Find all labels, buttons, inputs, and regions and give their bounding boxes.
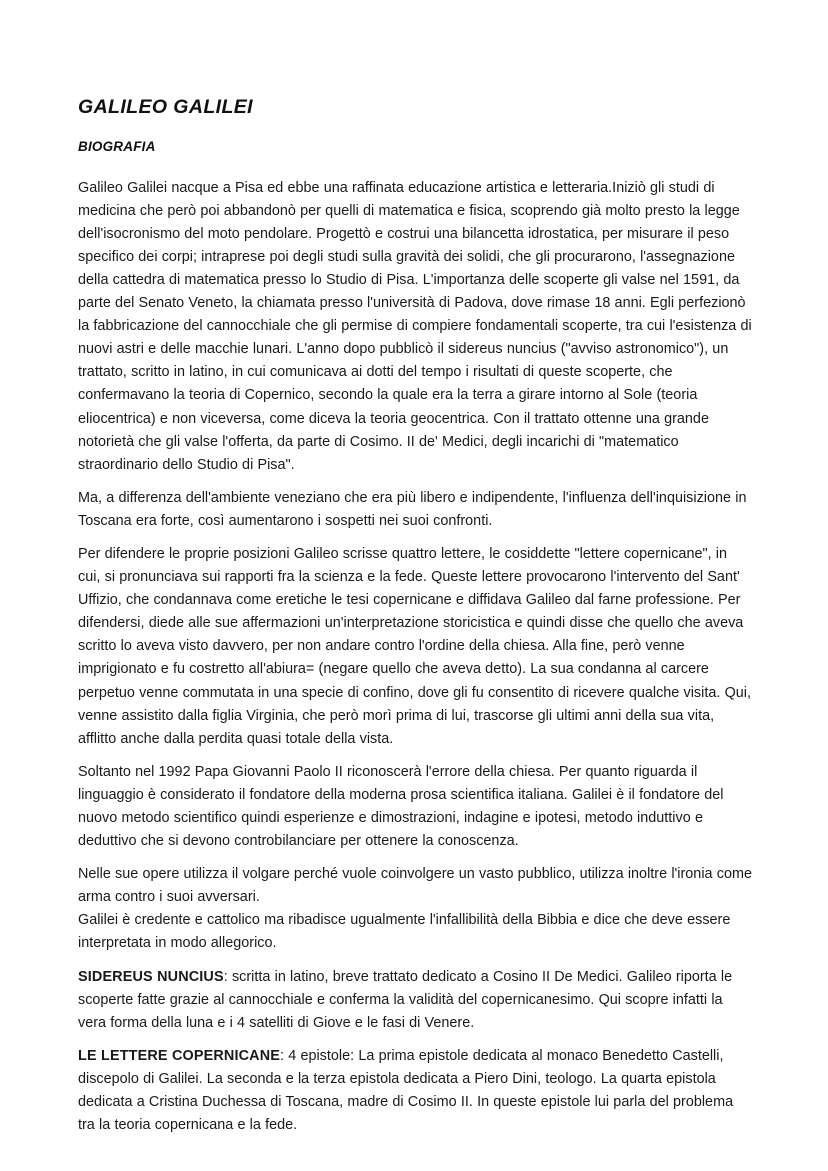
paragraph-text: Soltanto nel 1992 Papa Giovanni Paolo II riconoscerà l'errore della chiesa. Per quanto riguarda il linguaggio è considerato il fondatore della moderna prosa scientifica italiana. Galilei è il fondatore del nuovo metodo scientifico quindi esperienze e dimostrazioni, indagine e ipotesi, metodo induttivo e deduttivo che si devono controbilanciare per ottenere la conoscenza. [78, 763, 724, 850]
paragraph-text: : 4 epistole: La prima epistole dedicata al monaco Benedetto Castelli, discepolo di Galilei. La seconda e la terza epistola dedicata a Piero Dini, teologo. La quarta epistola dedicata a Cristina Duchessa di Toscana, madre di Cosimo II. In queste epistole lui parla del problema tra la teoria copernicana e la fede. [78, 1047, 734, 1134]
paragraph-bio-1 [78, 177, 752, 477]
work-title-lettere-copernicane: LE LETTERE COPERNICANE [78, 1047, 280, 1064]
document-content [78, 96, 752, 1147]
paragraph-opera-sidereus [78, 966, 752, 1035]
paragraph-text: Per difendere le proprie posizioni Galileo scrisse quattro lettere, le cosiddette "lettere copernicane", in cui, si pronunciava sui rapporti fra la scienza e la fede. Queste lettere provocarono l'intervento del Sant' Uffizio, che condannava come eretiche le tesi copernicane e diffidava Galileo dal farne professione. Per difendersi, diede alle sue affermazioni un'interpretazione storicistica e quindi disse che quello che aveva scritto lo aveva visto davvero, per non andare contro l'ordine della chiesa. Alla fine, però venne imprigionato e fu costretto all'abiura= (negare quello che aveva detto). La sua condanna al carcere perpetuo venne commutata in una specie di confino, dove gli fu consentito di ricevere qualche visita. Qui, venne assistito dalla figlia Virginia, che però morì prima di lui, trascorse gli ultimi anni della sua vita, afflitto anche dalla perdita quasi totale della vista. [78, 545, 752, 747]
paragraph-text: Ma, a differenza dell'ambiente veneziano che era più libero e indipendente, l'influenza dell'inquisizione in Toscana era forte, così aumentarono i sospetti nei suoi confronti. [78, 489, 747, 529]
paragraph-text: Galilei è credente e cattolico ma ribadisce ugualmente l'infallibilità della Bibbia e dice che deve essere interpretata in modo allegorico. [78, 912, 731, 952]
paragraph-bio-2 [78, 487, 752, 533]
work-title-sidereus-nuncius: SIDEREUS NUNCIUS [78, 968, 224, 985]
paragraph-bio-4 [78, 761, 752, 853]
paragraph-text: : scritta in latino, breve trattato dedicato a Cosino II De Medici. Galileo riporta le scoperte fatte grazie al cannocchiale e conferma la validità del copernicanesimo. Qui scopre infatti la vera forma della luna e i 4 satelliti di Giove e le fasi di Venere. [78, 968, 733, 1031]
paragraph-bio-6 [78, 909, 752, 955]
section-heading-biografia: BIOGRAFIA [78, 139, 156, 155]
paragraph-opera-lettere [78, 1045, 752, 1137]
paragraph-text: Nelle sue opere utilizza il volgare perché vuole coinvolgere un vasto pubblico, utilizza inoltre l'ironia come arma contro i suoi avversari. [78, 866, 752, 906]
document-body [78, 177, 752, 1138]
paragraph-text: Galileo Galilei nacque a Pisa ed ebbe una raffinata educazione artistica e letteraria.Iniziò gli studi di medicina che però poi abbandonò per quelli di matematica e fisica, scoprendo già molto presto la legge dell'isocronismo del moto pendolare. Progettò e costrui una bilancetta idrostatica, per misurare il peso specifico dei corpi; intraprese poi degli studi sulla gravità dei solidi, che gli procurarono, l'assegnazione della cattedra di matematica presso lo Studio di Pisa. L'importanza delle scoperte gli valse nel 1591, da parte del Senato Veneto, la chiamata presso l'università di Padova, dove rimase 18 anni. Egli perfezionò la fabbricazione del cannocchiale che gli permise di compiere fondamentali scoperte, tra cui l'esistenza di nuovi astri e delle macchie lunari. L'anno dopo pubblicò il sidereus nuncius ("avviso astronomico"), un trattato, scritto in latino, in cui comunicava ai dotti del tempo i risultati di queste scoperte, che confermavano la teoria di Copernico, secondo la quale era la terra a girare intorno al Sole (teoria eliocentrica) e non viceversa, come diceva la teoria geocentrica. Con il trattato ottenne una grande notorietà che gli valse l'offerta, da parte di Cosimo. II de' Medici, degli incarichi di "matematico straordinario dello Studio di Pisa". [78, 179, 752, 473]
page-title: GALILEO GALILEI [78, 96, 253, 118]
paragraph-bio-3 [78, 543, 752, 751]
paragraph-bio-5 [78, 863, 752, 909]
